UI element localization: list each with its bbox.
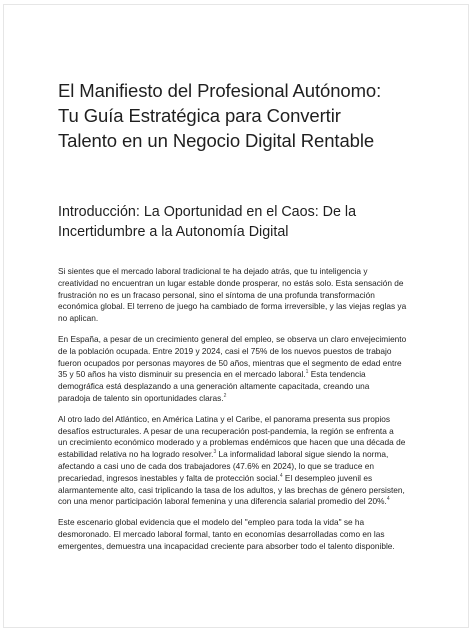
title-line: Tu Guía Estratégica para Convertir <box>58 105 341 126</box>
paragraph <box>58 517 420 552</box>
text-segment: paradoja de talento sin oportunidades claras. <box>58 392 224 403</box>
text-line <box>58 496 420 508</box>
text-line: alarmantemente alto, casi triplicando la tasa de los adultos, y las brechas de género persisten, <box>58 484 405 495</box>
text-segment: La informalidad laboral sigue siendo la norma, <box>216 449 389 460</box>
body-text <box>58 266 420 553</box>
text-line: demográfica está desplazando a una generación altamente capacitada, creando una <box>58 381 370 392</box>
text-line: En España, a pesar de un crecimiento general del empleo, se observa un claro envejecimiento <box>58 333 407 344</box>
text-line: de la población ocupada. Entre 2019 y 2024, casi el 75% de los nuevos puestos de trabajo <box>58 345 392 356</box>
text-line: Si sientes que el mercado laboral tradicional te ha dejado atrás, que tu inteligencia y <box>58 266 368 276</box>
section-heading <box>58 202 420 242</box>
footnote-ref[interactable]: 4 <box>386 496 390 503</box>
text-line: desafíos estructurales. A pesar de una recuperación post-pandemia, la región se enfrenta a <box>58 425 394 436</box>
text-segment: El desempleo juvenil es <box>282 472 373 483</box>
heading-line: Incertidumbre a la Autonomía Digital <box>58 224 289 240</box>
footnote-ref[interactable]: 2 <box>223 393 227 400</box>
text-segment: con una menor participación laboral femenina y una diferencia salarial promedio del 20%. <box>58 496 387 507</box>
document-content <box>58 78 420 553</box>
text-segment: estabilidad relativa no ha logrado resolver. <box>58 449 214 460</box>
paragraph <box>58 266 420 325</box>
text-line: desmoronado. El mercado laboral formal, tanto en economías desarrolladas como en las <box>58 528 385 539</box>
text-segment: 35 y 50 años ha visto disminuir su presencia en el mercado laboral. <box>58 369 306 380</box>
text-line <box>58 473 420 485</box>
text-line: económica global. El terreno de juego ha cambiado de forma irreversible, y las viejas reglas ya <box>58 301 407 312</box>
paragraph <box>58 334 420 405</box>
footnote-ref[interactable]: 3 <box>213 449 217 456</box>
text-line <box>58 393 420 405</box>
text-line: un crecimiento económico moderado y a problemas endémicos que hacen que una década de <box>58 437 406 448</box>
text-line: creatividad no encuentran un lugar estable donde prosperar, no estás solo. Esta sensación de <box>58 277 404 288</box>
text-line: Este escenario global evidencia que el modelo del "empleo para toda la vida" se ha <box>58 517 365 528</box>
title-line: Talento en un Negocio Digital Rentable <box>58 130 375 151</box>
text-line <box>58 449 420 461</box>
paragraph <box>58 414 420 508</box>
text-line: Al otro lado del Atlántico, en América Latina y el Caribe, el panorama presenta sus propios <box>58 413 391 424</box>
footnote-ref[interactable]: 4 <box>279 472 283 479</box>
text-line: frustración no es un fracaso personal, sino el síntoma de una profunda transformación <box>58 289 375 300</box>
text-segment: Esta tendencia <box>308 369 366 380</box>
heading-line: Introducción: La Oportunidad en el Caos: De la <box>58 204 357 220</box>
text-line: emergentes, demuestra una incapacidad creciente para absorber todo el talento disponible. <box>58 540 395 551</box>
document-title <box>58 78 420 153</box>
text-line: afectando a casi uno de cada dos trabajadores (47.6% en 2024), lo que se traduce en <box>58 460 374 471</box>
text-line: no aplican. <box>58 313 99 324</box>
text-line: fueron ocupados por personas mayores de 50 años, mientras que el segmento de edad entre <box>58 357 402 368</box>
footnote-ref[interactable]: 1 <box>305 369 309 376</box>
text-segment: precariedad, ingresos inestables y falta de protección social. <box>58 472 280 483</box>
title-line: El Manifiesto del Profesional Autónomo: <box>58 80 382 101</box>
text-line <box>58 369 420 381</box>
